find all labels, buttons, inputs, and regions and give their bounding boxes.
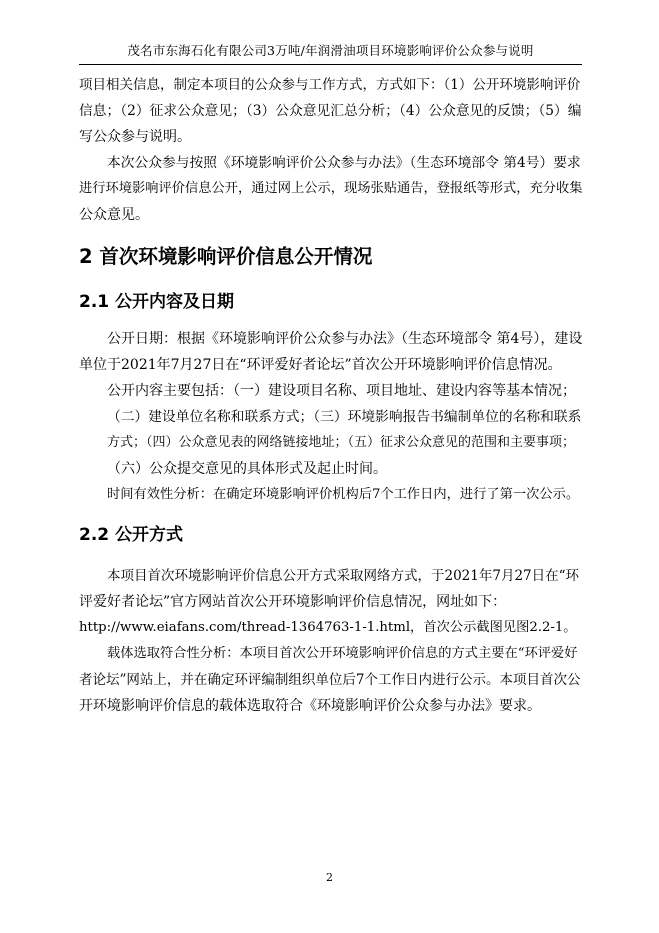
intro-p1-line-1: 项目相关信息，制定本项目的公众参与工作方式，方式如下：（1）公开环境影响评价: [79, 77, 581, 93]
carrier-analysis-paragraph: [79, 641, 582, 719]
page-header: 茂名市东海石化有限公司3万吨/年润滑油项目环境影响评价公众参与说明: [127, 43, 534, 58]
intro-p1-line-2: 信息；（2）征求公众意见；（3）公众意见汇总分析；（4）公众意见的反馈；（5）编: [79, 103, 582, 119]
carrier-line-2: 者论坛”网站上，并在确定环评编制组织单位后7个工作日内进行公示。本项目首次公: [79, 672, 581, 688]
validity-line: 时间有效性分析：在确定环境影响评价机构后7个工作日内，进行了第一次公示。: [107, 487, 580, 502]
intro-p2-line-3: 公众意见。: [79, 207, 149, 223]
intro-paragraph-1: [79, 72, 582, 150]
page-number: 2: [326, 871, 333, 884]
intro-p2-line-2: 进行环境影响评价信息公开，通过网上公示，现场张贴通告，登报纸等形式，充分收集: [79, 181, 583, 196]
content-line-3: （六）公众提交意见的具体形式及起止时间。: [107, 461, 387, 477]
intro-p1-line-3: 写公众参与说明。: [79, 129, 191, 145]
intro-p2-line-1: 本次公众参与按照《环境影响评价公众参与办法》（生态环境部令 第4号）要求: [107, 155, 581, 171]
method-line-3: http://www.eiafans.com/thread-1364763-1-1.html，首次公示截图见图2.2-1。: [79, 620, 577, 635]
date-line-2: 单位于2021年7月27日在“环评爱好者论坛”首次公开环境影响评价信息情况。: [79, 357, 562, 373]
date-line-1: 公开日期：根据《环境影响评价公众参与办法》（生态环境部令 第4号），建设: [107, 331, 583, 347]
carrier-line-3: 开环境影响评价信息的载体选取符合《环境影响评价公众参与办法》要求。: [79, 698, 541, 714]
publication-date-paragraph: [79, 326, 582, 378]
section-2-2-heading: 2.2 公开方式: [79, 525, 184, 545]
header-rule: [79, 64, 582, 65]
section-2-1-heading: 2.1 公开内容及日期: [79, 292, 235, 312]
disclosure-method-paragraph: [79, 563, 582, 641]
method-line-2: 评爱好者论坛”官方网站首次公开环境影响评价信息情况，网址如下：: [79, 594, 507, 610]
intro-paragraph-2: [79, 150, 582, 228]
content-line-1: （二）建设单位名称和联系方式；（三）环境影响报告书编制单位的名称和联系: [107, 409, 582, 425]
content-intro-line: 公开内容主要包括：（一）建设项目名称、项目地址、建设内容等基本情况；: [107, 383, 576, 399]
content-line-2: 方式；（四）公众意见表的网络链接地址；（五）征求公众意见的范围和主要事项；: [107, 435, 576, 450]
method-line-1: 本项目首次环境影响评价信息公开方式采取网络方式，于2021年7月27日在“环: [107, 568, 580, 584]
carrier-line-1: 载体选取符合性分析：本项目首次公开环境影响评价信息的方式主要在“环评爱好: [107, 646, 578, 661]
section-2-heading: 2 首次环境影响评价信息公开情况: [79, 245, 373, 268]
